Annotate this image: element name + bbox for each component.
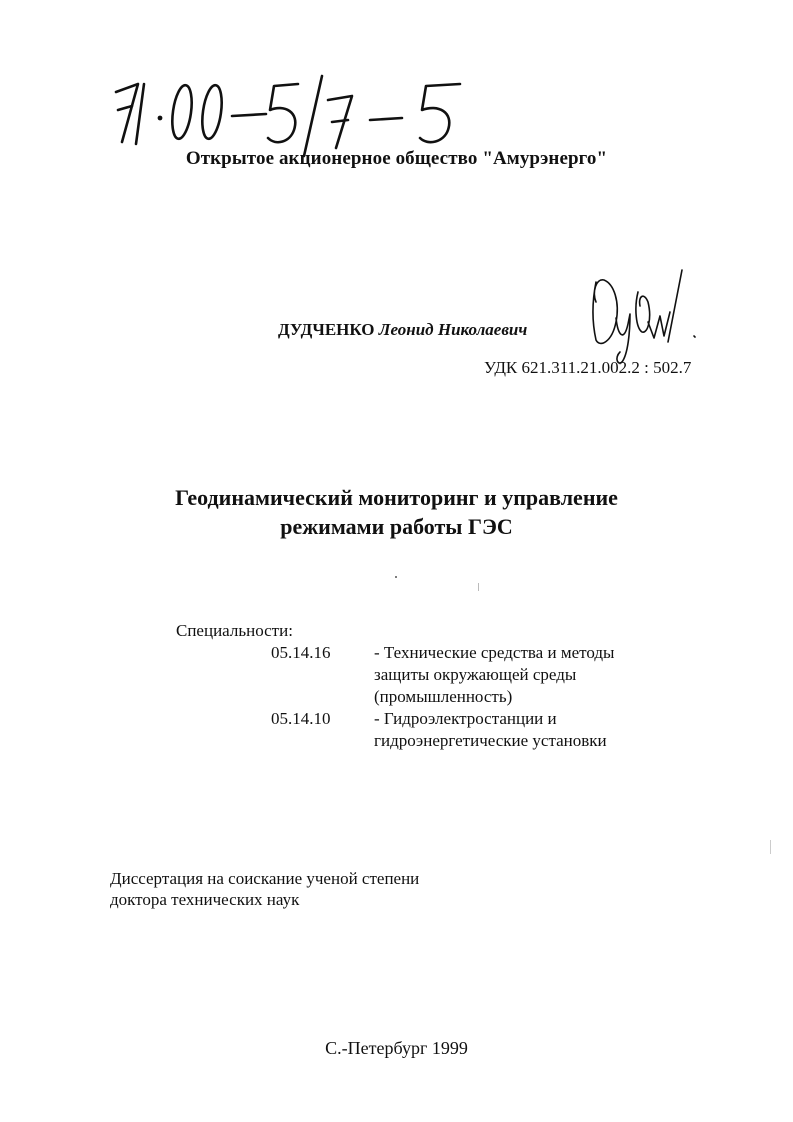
scan-speck (478, 583, 479, 591)
specialties-heading: Специальности: (176, 621, 293, 640)
specialty-description-line: - Гидроэлектростанции и (374, 709, 557, 728)
specialty-item (176, 642, 696, 708)
organization-name: Открытое акционерное общество "Амурэнерго" (185, 148, 608, 169)
specialty-code: 05.14.10 (271, 709, 331, 728)
udc-code: УДК 621.311.21.002.2 : 502.7 (484, 358, 692, 377)
scan-speck (395, 576, 397, 578)
author-name (278, 320, 527, 340)
author-given-names: Леонид Николаевич (378, 320, 528, 339)
scan-speck (770, 840, 771, 854)
specialty-description-line: гидроэнергетические установки (374, 731, 607, 750)
place-and-year: С.-Петербург 1999 (325, 1038, 468, 1058)
handwritten-signature (582, 262, 712, 372)
specialties-block (176, 620, 696, 752)
specialty-description-line: (промышленность) (374, 687, 513, 706)
specialty-description-line: - Технические средства и методы (374, 643, 615, 662)
specialty-code: 05.14.16 (271, 643, 331, 662)
title-line-1: Геодинамический мониторинг и управление (175, 485, 618, 510)
handwritten-archive-code (108, 70, 478, 160)
title-line-2: режимами работы ГЭС (280, 514, 513, 539)
specialty-item (176, 708, 696, 752)
specialty-description (374, 708, 696, 752)
dissertation-title (0, 483, 793, 541)
degree-line-1: Диссертация на соискание ученой степени (110, 869, 420, 888)
degree-statement (110, 868, 419, 910)
specialty-description (374, 642, 696, 708)
specialty-description-line: защиты окружающей среды (374, 665, 577, 684)
degree-line-2: доктора технических наук (110, 890, 300, 909)
author-surname: ДУДЧЕНКО (278, 320, 375, 339)
